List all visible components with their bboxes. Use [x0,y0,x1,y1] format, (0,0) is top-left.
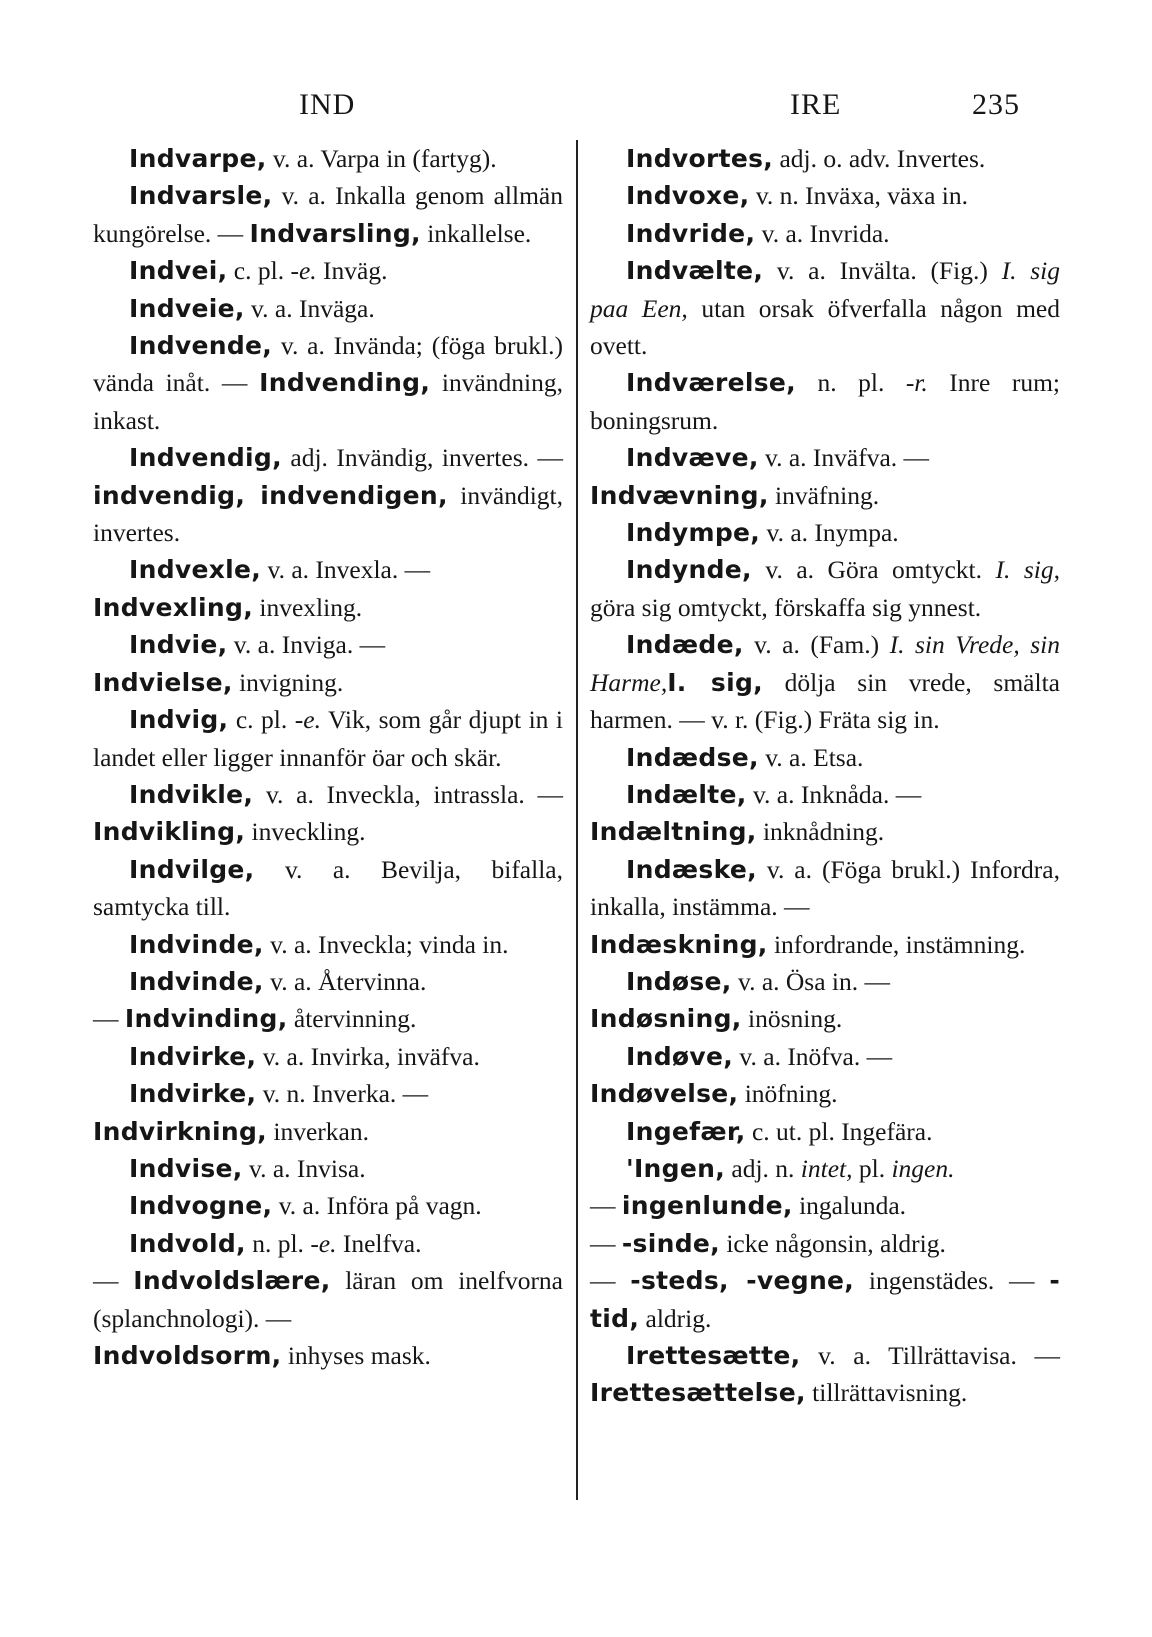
dictionary-entry [93,1000,563,1037]
headword: -steds, -vegne, [630,1266,855,1296]
headword: Irettesætte, [626,1341,801,1370]
entry-text: — [590,1266,631,1296]
headword: Indvirke, [129,1041,257,1071]
headword: Indvold, [129,1228,246,1258]
entry-text: c. pl. [228,705,295,735]
entry-text: — [590,1228,622,1258]
headword: Indvride, [626,218,756,248]
headword: Ingefær, [626,1116,746,1146]
italic-phrase: I. sig paa Een, [590,256,1060,323]
headword: Indvælte, [626,256,764,286]
entry-text: göra sig omtyckt, förskaffa sig ynnest. [590,592,982,622]
dictionary-entry [590,1113,1060,1150]
headword: Indvoldsorm, [93,1341,282,1370]
entry-text: icke någonsin, aldrig. [719,1228,946,1258]
headword: Indvexle, [129,555,262,585]
entry-text: v. a. Etsa. [758,742,864,772]
dictionary-entry [93,1225,563,1262]
entry-text: v. a. Inkalla genom allmän kungörelse. — [93,181,563,248]
headword: Indynde, [626,555,752,585]
italic-phrase: I. sig, [995,555,1060,585]
entry-text: v. a. Inväga. [244,293,375,323]
running-head-right: IRE [790,88,842,121]
headword: -tid, [590,1266,1060,1333]
headword: Indvei, [129,256,228,286]
entry-text: v. a. Inknåda. — [746,779,922,809]
entry-text: v. n. Inverka. — [256,1079,429,1109]
dictionary-entry [590,739,1060,776]
entry-text: inväfning. [768,480,880,510]
entry-text: v. a. Göra omtyckt. [751,555,996,585]
entry-text: v. a. Tillrättavisa. — [800,1341,1060,1370]
entry-text: v. a. Inviga. — [227,630,386,660]
entry-text: ingenstädes. — [854,1266,1050,1296]
entry-text: adj. o. adv. Invertes. [773,144,986,173]
dictionary-entry [590,1262,1060,1337]
dictionary-entry [590,1150,1060,1187]
headword: Indvirke, [129,1079,257,1109]
entry-text: tillrättavisning. [805,1378,968,1408]
entry-text: v. a. Inveckla; vinda in. [263,929,509,959]
entry-text: inkallelse. [420,218,532,248]
headword: Indvie, [129,630,228,660]
headword: Irettesættelse, [590,1378,806,1408]
dictionary-entry [590,626,1060,738]
headword: Indvende, [129,331,273,361]
italic-phrase: -e. [310,1228,337,1258]
entry-text: v. n. Inväxa, växa in. [749,181,969,211]
dictionary-entry [93,589,563,626]
entry-text: invigning. [232,667,344,697]
dictionary-entry [93,963,563,1000]
entry-text: v. a. Inväfva. — [758,443,930,473]
entry-text: v. a. Inympa. [760,518,899,548]
dictionary-entry [93,626,563,663]
dictionary-entry [590,963,1060,1000]
dictionary-entry [590,140,1060,177]
entry-text: invexling. [253,592,363,622]
left-column [93,140,563,1374]
dictionary-entry [590,252,1060,364]
entry-text: inveckling. [245,817,366,847]
entry-text: utan orsak öfverfalla någon med ovett. [590,293,1060,361]
entry-text: Vik, som går djupt in i landet eller ligger innanför öar och skär. [93,705,563,772]
headword: 'Ingen, [626,1153,725,1183]
entry-text: c. ut. pl. Ingefära. [745,1116,933,1146]
dictionary-entry [590,1337,1060,1412]
dictionary-entry [93,926,563,963]
italic-phrase: ingen. [891,1153,955,1183]
headword: Indvoldslære, [133,1266,331,1296]
headword: Indædse, [626,742,759,772]
dictionary-entry [590,215,1060,252]
entry-text: Inre rum; boningsrum. [590,368,1060,435]
dictionary-entry [93,290,563,327]
dictionary-entry [93,1187,563,1224]
italic-phrase: -r. [905,368,928,398]
headword: Indælte, [626,779,747,809]
headword: Indvinde, [129,966,264,996]
entry-text: — [93,1266,134,1296]
dictionary-entry [590,551,1060,626]
page-number: 235 [972,88,1020,121]
headword: Indøse, [626,966,732,996]
entry-text: v. a. Inöfva. — [733,1041,893,1071]
headword: Indympe, [626,518,761,548]
headword: Indæskning, [590,929,768,959]
headword: Indvinde, [129,929,264,959]
dictionary-entry [590,926,1060,963]
headword: Indvexling, [93,592,254,622]
dictionary-entry [590,851,1060,926]
dictionary-entry [93,701,563,776]
entry-text: ingalunda. [792,1191,907,1221]
dictionary-entry [93,1337,563,1374]
dictionary-entry [93,551,563,588]
dictionary-entry [590,364,1060,439]
dictionary-entry [93,1262,563,1337]
dictionary-entry [590,177,1060,214]
entry-text: v. a. Invända; (föga brukl.) vända inåt. — [93,331,563,398]
entry-text: v. a. (Fam.) [743,630,890,660]
entry-text: pl. [852,1153,892,1183]
entry-text: v. a. Bevilja, bifalla, samtycka till. [93,854,563,922]
headword: Indøvelse, [590,1079,739,1109]
entry-text: v. a. (Föga brukl.) Infordra, inkalla, instämma. — [590,854,1060,922]
dictionary-entry [590,1000,1060,1037]
entry-text: invändning, inkast. [93,368,563,435]
entry-text: återvinning. [287,1004,417,1034]
column-divider [576,140,578,1500]
entry-text: inhyses mask. [281,1341,431,1370]
dictionary-entry [93,1113,563,1150]
entry-text: v. a. Ösa in. — [731,966,891,996]
dictionary-entry [590,477,1060,514]
dictionary-entry [93,776,563,851]
headword: ingenlunde, [621,1191,793,1221]
italic-phrase: I. sin Vrede, sin Harme, [590,630,1060,697]
entry-text: v. a. Varpa in (fartyg). [266,144,497,173]
dictionary-entry [590,813,1060,850]
dictionary-entry [590,1038,1060,1075]
entry-text: adj. n. [725,1153,801,1183]
entry-text: v. a. Invrida. [755,218,890,248]
entry-text: adj. Invändig, invertes. — [281,443,563,473]
headword: Indvortes, [626,144,774,173]
entry-text: — [590,1191,622,1221]
headword: Indvilge, [129,854,255,884]
entry-text: v. a. Invirka, inväfva. [256,1041,480,1071]
entry-text: infordrande, instämning. [767,929,1026,959]
entry-text: läran om inelfvorna (splanchnologi). — [93,1266,564,1333]
entry-text: v. a. Inveckla, intrassla. — [253,779,563,809]
headword: Indøsning, [590,1004,742,1034]
headword: Indvarpe, [129,144,267,173]
dictionary-entry [93,1038,563,1075]
headword: Indvoxe, [626,181,750,211]
headword: Indvendig, [129,443,282,473]
dictionary-entry [590,1075,1060,1112]
headword: Indvending, [259,368,431,398]
dictionary-entry [590,776,1060,813]
entry-text: n. pl. [795,368,906,398]
headword: Indvævning, [590,480,769,510]
entry-text: dölja sin vrede, smälta harmen. — [590,667,1060,735]
entry-text: invändigt, invertes. [93,480,563,548]
dictionary-entry [590,1225,1060,1262]
italic-phrase: -e. [290,256,317,286]
entry-text: v. a. Invälta. (Fig.) [763,256,1002,286]
entry-text: Inelfva. [336,1228,422,1258]
entry-text: v. a. Invexla. — [261,555,431,585]
dictionary-entry [590,1187,1060,1224]
headword: Indvikling, [93,817,246,847]
entry-text: — [93,1004,125,1034]
dictionary-entry [93,177,563,252]
dictionary-entry [590,439,1060,476]
dictionary-entry [93,1150,563,1187]
dictionary-entry [590,514,1060,551]
entry-text: n. pl. [245,1228,311,1258]
entry-text: inöfning. [738,1079,838,1109]
headword: Indvogne, [129,1191,273,1221]
entry-text: v. a. Invisa. [242,1153,366,1183]
dictionary-entry [93,439,563,551]
entry-text: Inväg. [316,256,388,286]
headword: Indøve, [626,1041,734,1071]
headword: Indæske, [626,854,757,884]
headword: Indvielse, [93,667,233,697]
headword: Indvarsle, [129,181,273,211]
headword: indvendig, indvendigen, [93,480,448,510]
dictionary-entry [93,140,563,177]
entry-text: inknådning. [756,817,885,847]
dictionary-entry [93,327,563,439]
headword: Indæltning, [590,817,757,847]
entry-text: v. r. (Fig.) Fräta sig in. [711,705,940,735]
entry-text: aldrig. [639,1303,712,1333]
dictionary-entry [93,1075,563,1112]
headword: I. sig, [667,667,763,697]
italic-phrase: intet, [800,1153,853,1183]
headword: Indvirkning, [93,1116,267,1146]
headword: Indæde, [626,630,744,660]
entry-text: inösning. [741,1004,843,1034]
running-head-left: IND [299,88,356,121]
headword: Indvæve, [626,443,759,473]
headword: Indvarsling, [249,218,421,248]
italic-phrase: -e. [294,705,321,735]
entry-text: v. a. Införa på vagn. [272,1191,482,1221]
headword: Indværelse, [626,368,796,398]
dictionary-entry [93,851,563,926]
dictionary-entry [93,252,563,289]
entry-text: inverkan. [266,1116,369,1146]
entry-text: c. pl. [227,256,291,286]
dictionary-entry [93,664,563,701]
headword: Indvinding, [124,1004,288,1034]
headword: Indveie, [129,293,245,323]
headword: Indvise, [129,1153,243,1183]
headword: Indvikle, [129,779,254,809]
headword: Indvig, [129,705,229,735]
headword: -sinde, [621,1228,720,1258]
right-column [590,140,1060,1412]
entry-text: v. a. Återvinna. [263,966,427,996]
